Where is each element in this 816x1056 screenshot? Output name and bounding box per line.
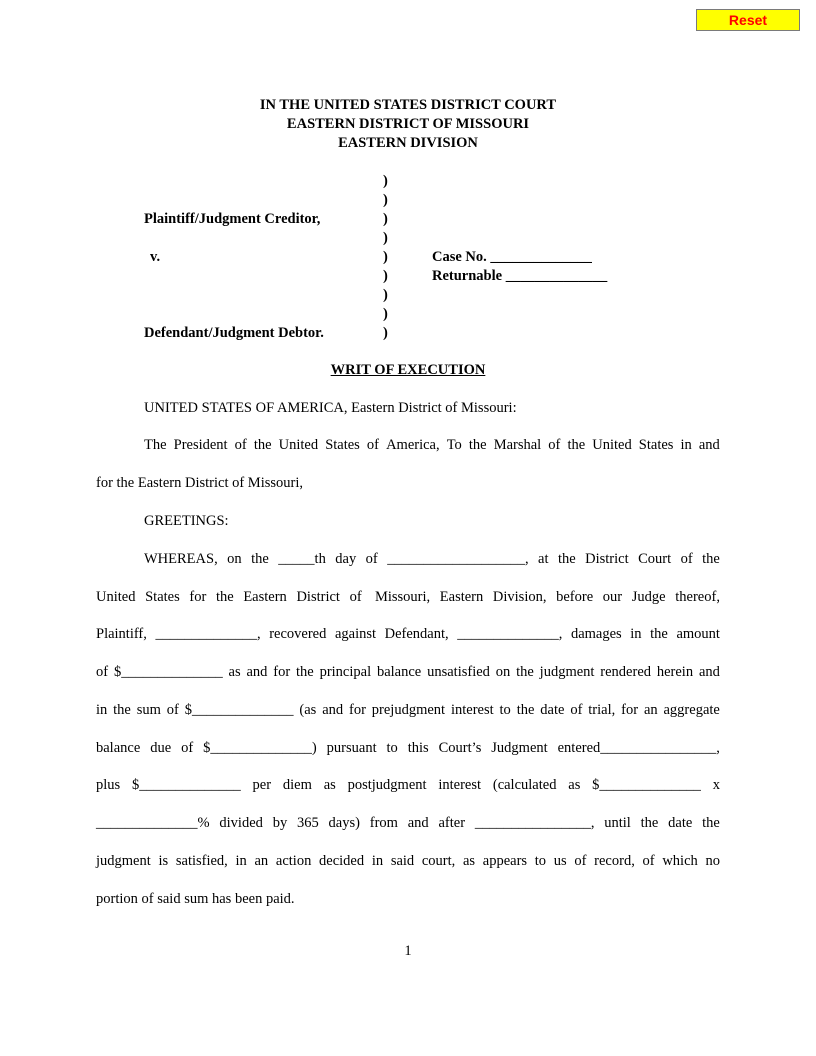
word: from <box>369 815 398 831</box>
word: the <box>702 815 720 831</box>
word: aggregate <box>663 702 720 718</box>
word: in <box>680 437 692 453</box>
word: $______________ <box>131 777 241 793</box>
whereas-line3 <box>96 626 720 643</box>
word: interest <box>450 702 494 718</box>
word: Court <box>638 551 672 567</box>
word: of <box>574 853 587 869</box>
word: in <box>371 853 384 869</box>
word: entered________________, <box>557 740 720 756</box>
word: prejudgment <box>371 702 446 718</box>
word: States <box>325 437 360 453</box>
plaintiff-label: Plaintiff/Judgment Creditor, <box>144 211 321 227</box>
whereas-line10: portion of said sum has been paid. <box>96 891 295 907</box>
word: the <box>702 551 720 567</box>
document-title: WRIT OF EXECUTION <box>330 362 486 378</box>
word: as <box>323 777 336 793</box>
court-header-line3: EASTERN DIVISION <box>338 135 478 151</box>
word: which <box>662 853 698 869</box>
word: interest <box>438 777 482 793</box>
word: sum <box>136 702 161 718</box>
word: ___________________, <box>387 551 529 567</box>
word: President <box>173 437 228 453</box>
word: on <box>227 551 242 567</box>
caption-paren: ) <box>383 211 388 227</box>
whereas-line8 <box>96 815 720 832</box>
word: States <box>638 437 674 453</box>
word: Judge <box>631 589 666 605</box>
caption-paren: ) <box>383 173 388 189</box>
word: judgment <box>539 664 595 680</box>
whereas-line6 <box>96 740 720 757</box>
word: appears <box>482 853 528 869</box>
whereas-line2 <box>96 589 720 606</box>
word: unsatisfied <box>427 664 490 680</box>
word: balance <box>96 740 141 756</box>
word: Eastern <box>243 589 287 605</box>
word: of <box>680 551 693 567</box>
word: of <box>166 702 179 718</box>
word: 365 <box>296 815 319 831</box>
word: Court’s <box>438 740 482 756</box>
word: WHEREAS, <box>144 551 218 567</box>
word: until <box>604 815 631 831</box>
word: date <box>540 702 565 718</box>
word: the <box>251 551 269 567</box>
word: principal <box>319 664 372 680</box>
word: to <box>386 740 398 756</box>
word: and <box>698 437 720 453</box>
word: day <box>335 551 357 567</box>
word: record, <box>594 853 635 869</box>
versus-label: v. <box>150 249 161 265</box>
word: To <box>446 437 462 453</box>
word: our <box>602 589 623 605</box>
word: of <box>365 551 378 567</box>
word: (as <box>299 702 317 718</box>
word: by <box>272 815 288 831</box>
word: days) <box>328 815 360 831</box>
word: for <box>273 664 291 680</box>
word: and <box>407 815 429 831</box>
word: of <box>642 853 655 869</box>
word: before <box>556 589 594 605</box>
page-number: 1 <box>404 943 412 959</box>
paragraph-address-line1 <box>144 437 720 454</box>
greetings: GREETINGS: <box>144 513 229 529</box>
word: _____th <box>278 551 326 567</box>
word: $______________) <box>203 740 317 756</box>
word: said <box>390 853 415 869</box>
word: the <box>516 664 534 680</box>
word: per <box>252 777 272 793</box>
word: of <box>96 664 109 680</box>
paragraph-venue: UNITED STATES OF AMERICA, Eastern District of Missouri: <box>144 400 517 416</box>
word: Plaintiff, <box>96 626 147 642</box>
word: after <box>438 815 466 831</box>
word: as <box>228 664 241 680</box>
word: damages <box>570 626 622 642</box>
word: the <box>650 626 668 642</box>
word: the <box>557 551 576 567</box>
word: the <box>640 815 659 831</box>
word: the <box>253 437 272 453</box>
word: the <box>567 437 586 453</box>
reset-button[interactable]: Reset <box>696 9 800 31</box>
word: as <box>568 777 581 793</box>
word: trial, <box>588 702 616 718</box>
caption-paren: ) <box>383 287 388 303</box>
word: to <box>499 702 511 718</box>
word: as <box>463 853 476 869</box>
word: District <box>296 589 340 605</box>
word: District <box>585 551 629 567</box>
word: satisfied, <box>175 853 228 869</box>
word: The <box>144 437 167 453</box>
word: against <box>334 626 377 642</box>
word: due <box>150 740 172 756</box>
word: recovered <box>269 626 327 642</box>
returnable-field: Returnable ______________ <box>432 268 608 284</box>
word: the <box>516 702 535 718</box>
word: court, <box>421 853 456 869</box>
word: Missouri, <box>371 589 431 605</box>
word: Defendant, <box>384 626 449 642</box>
word: the <box>468 437 487 453</box>
word: is <box>158 853 169 869</box>
word: thereof, <box>675 589 720 605</box>
word: plus <box>96 777 121 793</box>
word: diem <box>282 777 312 793</box>
whereas-line1 <box>144 551 720 568</box>
word: date <box>668 815 693 831</box>
word: the <box>113 702 131 718</box>
caption-paren: ) <box>383 192 388 208</box>
defendant-label: Defendant/Judgment Debtor. <box>144 325 324 341</box>
word: Judgment <box>491 740 548 756</box>
word: decided <box>319 853 365 869</box>
word: and <box>698 664 720 680</box>
caption-paren: ) <box>383 249 388 265</box>
whereas-line9 <box>96 853 720 870</box>
word: United <box>278 437 319 453</box>
word: for <box>189 589 207 605</box>
caption-paren: ) <box>383 230 388 246</box>
whereas-line7 <box>96 777 720 794</box>
word: $______________ <box>592 777 701 793</box>
caption-paren: ) <box>383 325 388 341</box>
word: judgment <box>96 853 151 869</box>
word: in <box>235 853 247 869</box>
word: at <box>538 551 549 567</box>
word: States <box>145 589 180 605</box>
whereas-line4 <box>96 664 720 681</box>
word: in <box>96 702 108 718</box>
word: Marshal <box>493 437 542 453</box>
word: $______________ <box>184 702 294 718</box>
word: postjudgment <box>347 777 427 793</box>
word: rendered <box>600 664 652 680</box>
court-header-line1: IN THE UNITED STATES DISTRICT COURT <box>259 97 557 113</box>
word: us <box>553 853 567 869</box>
word: amount <box>676 626 720 642</box>
word: this <box>407 740 429 756</box>
word: ______________, <box>457 626 563 642</box>
word: (calculated <box>492 777 557 793</box>
word: an <box>254 853 269 869</box>
word: for <box>621 702 639 718</box>
word: the <box>296 664 314 680</box>
case-number-field: Case No. ______________ <box>432 249 592 265</box>
word: Eastern <box>439 589 484 605</box>
whereas-line5 <box>96 702 720 719</box>
word: $______________ <box>113 664 223 680</box>
court-header-line2: EASTERN DISTRICT OF MISSOURI <box>286 116 530 132</box>
caption-paren: ) <box>383 268 388 284</box>
word: the <box>215 589 234 605</box>
word: herein <box>656 664 694 680</box>
word: and <box>322 702 344 718</box>
word: America, <box>386 437 440 453</box>
word: x <box>712 777 720 793</box>
word: an <box>643 702 658 718</box>
word: divided <box>219 815 263 831</box>
word: United <box>96 589 136 605</box>
word: United <box>592 437 632 453</box>
word: on <box>495 664 511 680</box>
word: and <box>246 664 268 680</box>
word: ______________% <box>96 815 210 831</box>
word: Division, <box>492 589 547 605</box>
word: of <box>548 437 561 453</box>
word: of <box>570 702 583 718</box>
word: to <box>534 853 547 869</box>
paragraph-address-line2: for the Eastern District of Missouri, <box>96 475 303 491</box>
word: pursuant <box>326 740 377 756</box>
word: action <box>275 853 312 869</box>
word: in <box>630 626 642 642</box>
word: for <box>349 702 366 718</box>
word: of <box>366 437 379 453</box>
word: ________________, <box>474 815 595 831</box>
word: of <box>234 437 247 453</box>
word: no <box>705 853 720 869</box>
word: of <box>349 589 362 605</box>
word: ______________, <box>155 626 261 642</box>
caption-paren: ) <box>383 306 388 322</box>
word: balance <box>376 664 422 680</box>
word: of <box>181 740 194 756</box>
